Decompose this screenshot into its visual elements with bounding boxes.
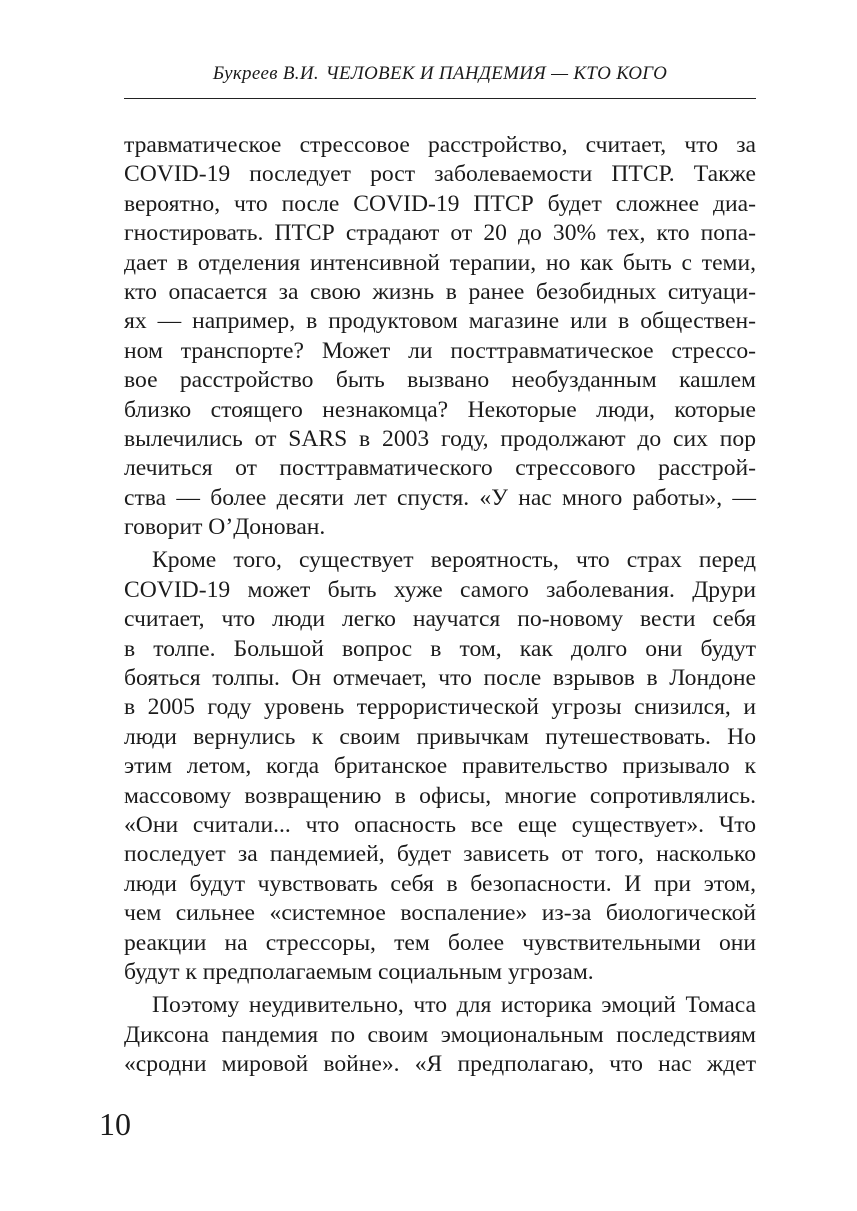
text-line: массовому возвращению в офисы, многие сопротивлялись. — [124, 782, 756, 809]
text-line: бояться толпы. Он отмечает, что после взрывов в Лондоне — [124, 665, 756, 692]
text-line: Диксона пандемия по своим эмоциональным последствиям — [124, 1021, 756, 1048]
text-line: люди будут чувствовать себя в безопасности. И при этом, — [124, 870, 756, 897]
text-line: лечиться от посттравматического стрессового расстрой- — [124, 455, 756, 482]
text-line: ном транспорте? Может ли посттравматическое стрессо- — [124, 337, 756, 364]
body-text — [124, 131, 756, 1080]
text-line: Поэтому неудивительно, что для историка эмоций Томаса — [152, 992, 756, 1019]
text-line: последует за пандемией, будет зависеть от того, насколько — [124, 841, 756, 868]
paragraph-1 — [124, 131, 756, 542]
text-line: будут к предполагаемым социальным угрозам. — [124, 958, 594, 985]
text-line: кто опасается за свою жизнь в ранее безобидных ситуаци- — [124, 278, 756, 305]
text-line: реакции на стрессоры, тем более чувствительными они — [124, 929, 756, 956]
text-line: в 2005 году уровень террористической угрозы снизился, и — [124, 694, 756, 721]
paragraph-2 — [124, 546, 756, 987]
text-line: COVID-19 последует рост заболеваемости ПТСР. Также — [124, 161, 756, 188]
text-line: вое расстройство быть вызвано необузданным кашлем — [124, 367, 756, 394]
text-line: ства — более десяти лет спустя. «У нас много работы», — — [124, 484, 756, 511]
paragraph-3 — [124, 991, 756, 1079]
text-line: гностировать. ПТСР страдают от 20 до 30% тех, кто попа- — [124, 220, 756, 247]
text-line: «Они считали... что опасность все еще существует». Что — [124, 811, 756, 838]
text-line: дает в отделения интенсивной терапии, но как быть с теми, — [124, 249, 756, 276]
text-line: люди вернулись к своим привычкам путешествовать. Но — [124, 723, 756, 750]
text-line: травматическое стрессовое расстройство, считает, что за — [124, 132, 756, 158]
running-head-author: Букреев В.И. — [212, 63, 319, 84]
text-line: COVID-19 может быть хуже самого заболевания. Друри — [124, 576, 756, 603]
text-line: вылечились от SARS в 2003 году, продолжают до сих пор — [124, 425, 756, 452]
text-line: чем сильнее «системное воспаление» из-за биологической — [124, 900, 756, 927]
text-line: говорит О’Донован. — [124, 514, 326, 541]
text-line: в толпе. Большой вопрос в том, как долго они будут — [124, 635, 756, 662]
text-line: «сродни мировой войне». «Я предполагаю, что нас ждет — [124, 1051, 756, 1078]
text-line: ях — например, в продуктовом магазине или в обществен- — [124, 308, 756, 335]
text-line: Кроме того, существует вероятность, что страх перед — [152, 547, 756, 574]
running-head — [124, 62, 756, 86]
header-rule — [124, 98, 756, 99]
running-head-title: ЧЕЛОВЕК И ПАНДЕМИЯ — КТО КОГО — [325, 63, 668, 84]
page-number: 10 — [99, 1106, 131, 1142]
text-line: этим летом, когда британское правительство призывало к — [124, 753, 756, 780]
text-line: считает, что люди легко научатся по-новому вести себя — [124, 606, 756, 633]
text-line: вероятно, что после COVID-19 ПТСР будет сложнее диа- — [124, 190, 756, 217]
text-line: близко стоящего незнакомца? Некоторые люди, которые — [124, 396, 756, 423]
